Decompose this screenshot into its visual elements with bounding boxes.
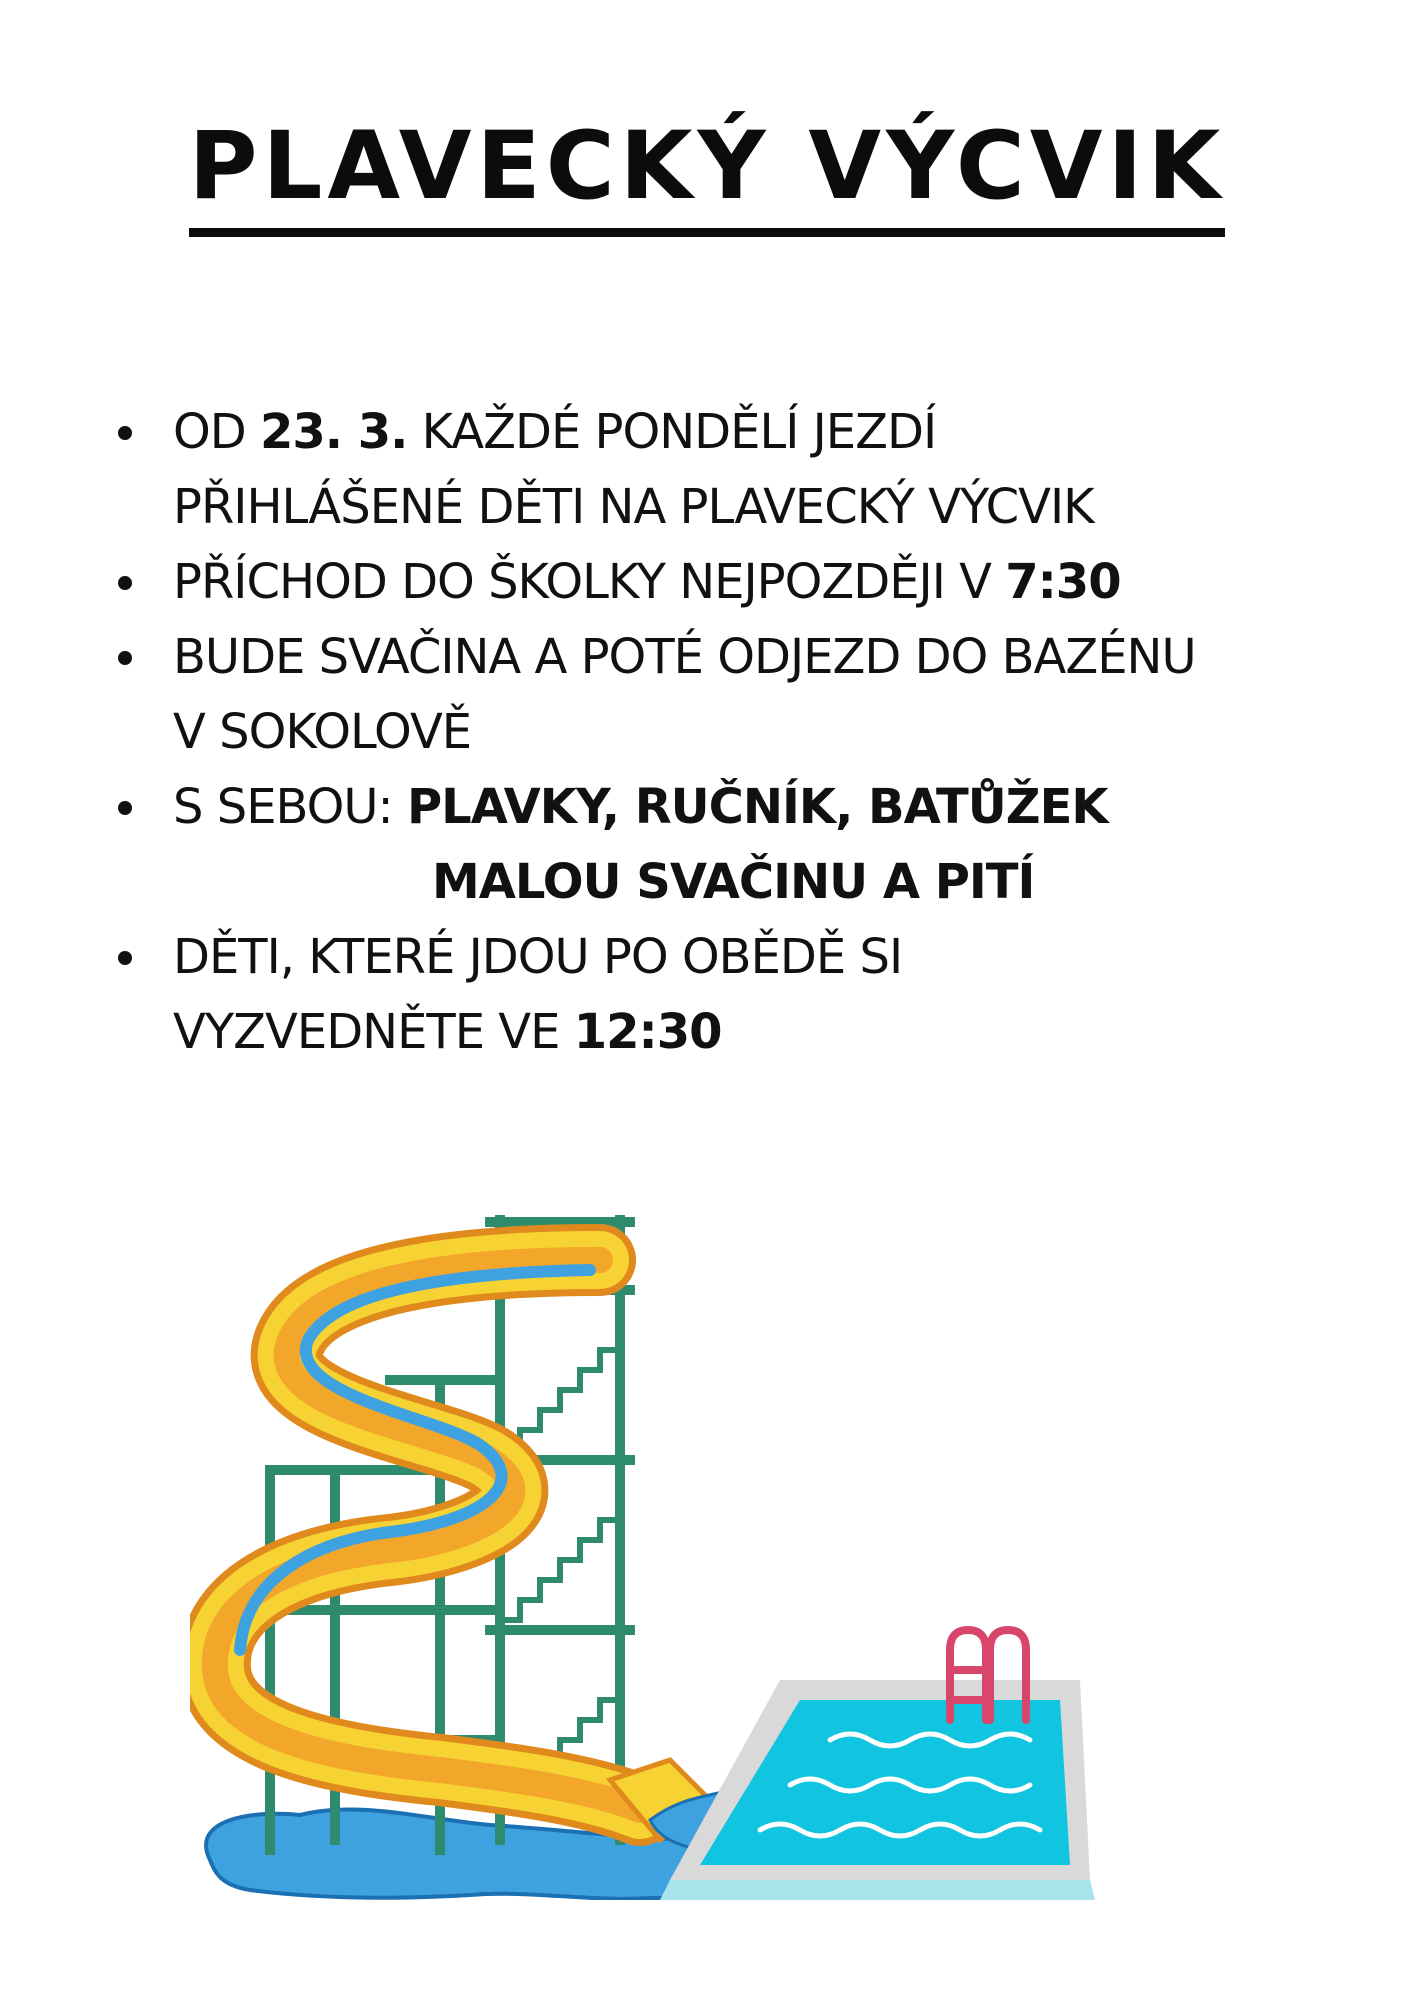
list-item-start-date: [118, 395, 1378, 545]
item-text: BUDE SVAČINA A POTÉ ODJEZD DO BAZÉNU: [173, 629, 1196, 685]
list-item-pickup: [118, 920, 1378, 1070]
list-item-arrival: [118, 545, 1378, 620]
info-list: [118, 395, 1378, 1070]
arrival-time: 7:30: [1005, 554, 1121, 610]
water-slide-illustration: [190, 1200, 1150, 1904]
tower-stairs: [500, 1320, 620, 1800]
bring-list: PLAVKY, RUČNÍK, BATŮŽEK: [406, 779, 1108, 835]
water-slide-and-pool-icon: [190, 1200, 1150, 1900]
item-text: PŘIHLÁŠENÉ DĚTI NA PLAVECKÝ VÝCVIK: [173, 479, 1094, 535]
item-text: VYZVEDNĚTE VE: [173, 1004, 574, 1060]
pickup-time: 12:30: [573, 1004, 722, 1060]
item-text: OD: [173, 404, 260, 460]
water-slide: [215, 1260, 710, 1840]
page-title: PLAVECKÝ VÝCVIK: [189, 120, 1226, 237]
item-text: KAŽDÉ PONDĚLÍ JEZDÍ: [407, 404, 937, 460]
bring-list-continued: MALOU SVAČINU A PITÍ: [432, 854, 1035, 910]
start-date: 23. 3.: [260, 404, 408, 460]
title-block: [0, 112, 1414, 237]
list-item-departure: [118, 620, 1378, 770]
item-text: PŘÍCHOD DO ŠKOLKY NEJPOZDĚJI V: [173, 554, 1006, 610]
list-item-bring: [118, 770, 1378, 920]
item-text: DĚTI, KTERÉ JDOU PO OBĚDĚ SI: [173, 929, 903, 985]
item-text: V SOKOLOVĚ: [173, 704, 472, 760]
item-text: S SEBOU:: [173, 779, 407, 835]
